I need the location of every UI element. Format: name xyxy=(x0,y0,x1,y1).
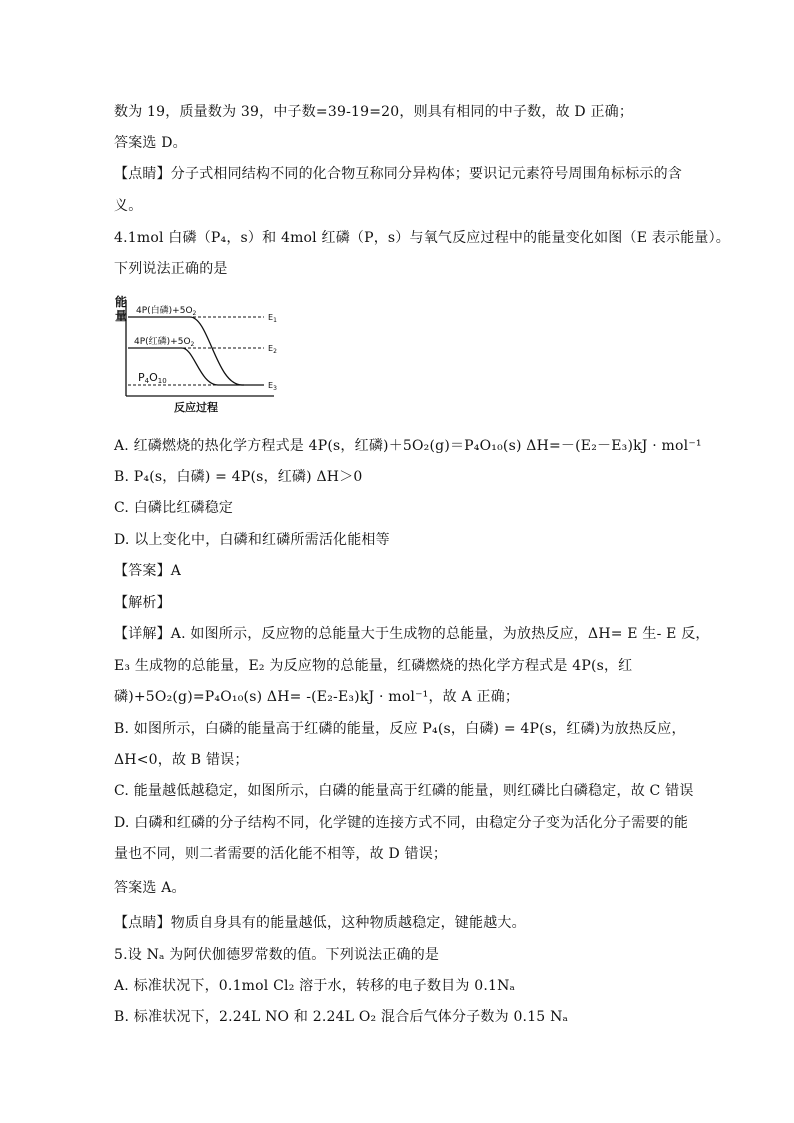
detail-line: 量也不同，则二者需要的活化能不相等，故 D 错误； xyxy=(114,846,448,862)
level-e1-label: $E_1$ xyxy=(268,313,277,324)
key-point-line: 【点睛】物质自身具有的能量越低，这种物质越稳定，键能越大。 xyxy=(114,915,526,931)
top-species-label: 4P(白磷)$+5O_2$ xyxy=(136,306,197,317)
analysis-heading: 【解析】 xyxy=(114,595,171,611)
option-d: D. 以上变化中，白磷和红磷所需活化能相等 xyxy=(114,532,390,548)
mid-species-label: 4P(红磷)$+5O_2$ xyxy=(134,337,195,348)
question-4-stem: 4.1mol 白磷（P₄，s）和 4mol 红磷（P，s）与氧气反应过程中的能量变化如图（E 表示能量）。 xyxy=(114,230,730,246)
text-line: 义。 xyxy=(114,198,143,214)
question-5-stem: 5.设 Nₐ 为阿伏伽德罗常数的值。下列说法正确的是 xyxy=(114,947,440,963)
detail-line: 磷)+5O₂(g)=P₄O₁₀(s) ΔH= -(E₂-E₃)kJ · mol⁻¹，故 A 正确； xyxy=(114,689,520,705)
x-axis-label: 反应过程 xyxy=(174,401,218,414)
text-line: 下列说法正确的是 xyxy=(114,261,228,277)
option-c: C. 白磷比红磷稳定 xyxy=(114,500,234,516)
text-line: 数为 19，质量数为 39，中子数=39-19=20，则具有相同的中子数，故 D 正确； xyxy=(114,104,634,120)
text-line: 【点睛】分子式相同结构不同的化合物互称同分异构体；要识记元素符号周围角标标示的含 xyxy=(114,166,682,182)
product-label: P4O10 xyxy=(138,371,167,385)
answer-heading: 【答案】A xyxy=(114,563,182,579)
option-b: B. P₄(s，白磷) = 4P(s，红磷) ΔH＞0 xyxy=(114,469,363,485)
text-line: 答案选 D。 xyxy=(114,135,187,151)
detail-line: D. 白磷和红磷的分子结构不同，化学键的连接方式不同，由稳定分子变为活化分子需要的能 xyxy=(114,815,689,831)
answer-choice-line: 答案选 A。 xyxy=(114,880,186,896)
q5-option-b: B. 标准状况下，2.24L NO 和 2.24L O₂ 混合后气体分子数为 0.15 Nₐ xyxy=(114,1009,569,1025)
level-e3-label: $E_3$ xyxy=(268,381,277,392)
q5-option-a: A. 标准状况下，0.1mol Cl₂ 溶于水，转移的电子数目为 0.1Nₐ xyxy=(114,978,516,994)
y-axis-label-char-1: 能 xyxy=(115,295,128,309)
detail-line: C. 能量越低越稳定，如图所示，白磷的能量高于红磷的能量，则红磷比白磷稳定，故 C 错误 xyxy=(114,783,694,799)
detail-line: E₃ 生成物的总能量，E₂ 为反应物的总能量，红磷燃烧的热化学方程式是 4P(s，红 xyxy=(114,658,633,674)
level-e2-label: $E_2$ xyxy=(268,344,277,355)
detail-line: 【详解】A. 如图所示，反应物的总能量大于生成物的总能量，为放热反应，ΔH= E 生- E 反， xyxy=(114,626,710,642)
energy-diagram xyxy=(114,292,294,414)
y-axis-label-char-2: 量 xyxy=(115,309,128,323)
detail-line: ΔH<0，故 B 错误； xyxy=(114,752,249,768)
detail-line: B. 如图所示，白磷的能量高于红磷的能量，反应 P₄(s，白磷) = 4P(s，红磷)为放热反应， xyxy=(114,721,686,737)
option-a: A. 红磷燃烧的热化学方程式是 4P(s，红磷)＋5O₂(g)＝P₄O₁₀(s) ΔH=－(E₂－E₃)kJ · mol⁻¹ xyxy=(114,438,702,454)
